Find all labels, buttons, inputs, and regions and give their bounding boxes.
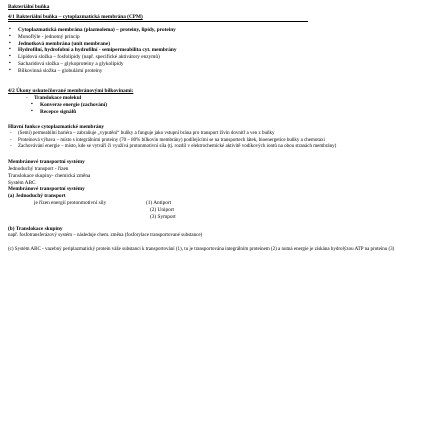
list-item: ▪ Jednotková membrána (unit membrane): [8, 41, 422, 48]
simple-transport-row: [8, 200, 422, 220]
membrane-protein-tasks-list: [8, 95, 422, 115]
porter-list: [146, 200, 176, 220]
section-4-2-heading: 4/2 Úkony uskutečňované membránovými bílkovinami:: [8, 88, 134, 95]
list-item: ▪ Bílkovinná složka – globulární proteiny: [8, 68, 422, 75]
list-item: - Proteinová výbava – místo s integrálními proteiny (70 – 80% bílkovin membrány) podílejícími se na transportech látek, bioenergetice buňky a chemotaxi: [8, 138, 422, 144]
transport-systems-heading: Membránové transportní systémy: [8, 159, 85, 166]
list-item: - Translokace molekul: [24, 95, 422, 102]
list-item: ▪ Monoflýle - jednotný princip: [8, 34, 422, 41]
transport-line: Systém ABC: [8, 179, 36, 186]
porter-item: (3) Symport: [150, 213, 176, 220]
list-item: ▪ Lipidová složka – fosfolipidy (např. specifické aktivátory enzymů): [8, 54, 422, 61]
list-item: ▪ Recepce signálů: [30, 109, 422, 116]
main-functions-list: [8, 131, 422, 150]
list-item: ▪ Cytoplazmatická membrána (plazmolema) – proteiny, lipidy, proteiny: [8, 27, 422, 34]
document-page: [8, 4, 422, 254]
section-divider: [8, 21, 308, 22]
transport-line: Translokace skupiny- chemická změna: [8, 172, 91, 179]
membrane-composition-list: [8, 27, 422, 74]
simple-transport-label: (a) Jednoduchý transport: [8, 193, 66, 200]
list-item: - Zachovávání energie – místo, kde se vytváří či využívá protonmotivní síla (tj. rozdíl v elektrochemické aktivitě vodíkových iontů na obou stranách membrány): [8, 144, 422, 150]
list-item: ▪ Sacharidová složka – glykoproteiny a glykolipidy: [8, 61, 422, 68]
main-functions-heading: Hlavní funkce cytoplazmatické membrány: [8, 124, 105, 131]
group-translocation-label: (b) Translokace skupiny: [8, 226, 63, 233]
porter-item: (2) Uniport: [150, 206, 174, 213]
transport-systems-heading-2: Membránové transportní systémy: [8, 186, 85, 193]
doc-title: Bakteriální buňka: [8, 4, 50, 10]
group-translocation-desc: např. fosfotransferázový systém – následuje chem. změna (fosforylace transportované substance): [8, 233, 203, 239]
list-item: ▪ Konverze energie (zachování): [30, 102, 422, 109]
transport-line: Jednoduchý transport - řízen: [8, 166, 69, 173]
list-item: ▪ Hydrofilní, hydrofobní a hydrofilní - semipermeabilita cyt. membrány: [8, 47, 422, 54]
porter-item: (1) Antiport: [146, 199, 172, 206]
section-4-1-heading: 4/1 Bakteriální buňka – cytoplazmatická membrána (CPM): [8, 13, 143, 20]
simple-transport-desc: je řízen energií protonmotivní síly: [34, 199, 107, 206]
list-item: - (Semi) permeabilní bariéra – zabraňuje „vyputění“ buňky a funguje jako vstupní brána pro transport živin dovnitř a ven z buňky: [8, 131, 422, 137]
abc-system-desc: (c) Systém ABC - vazebný periplazmatický protein váže substanci k transportování (1), tu je transportována integrálním proteinem (2) a nutná energie je získána hydrolýzou ATP na proteinu (3): [8, 247, 395, 253]
